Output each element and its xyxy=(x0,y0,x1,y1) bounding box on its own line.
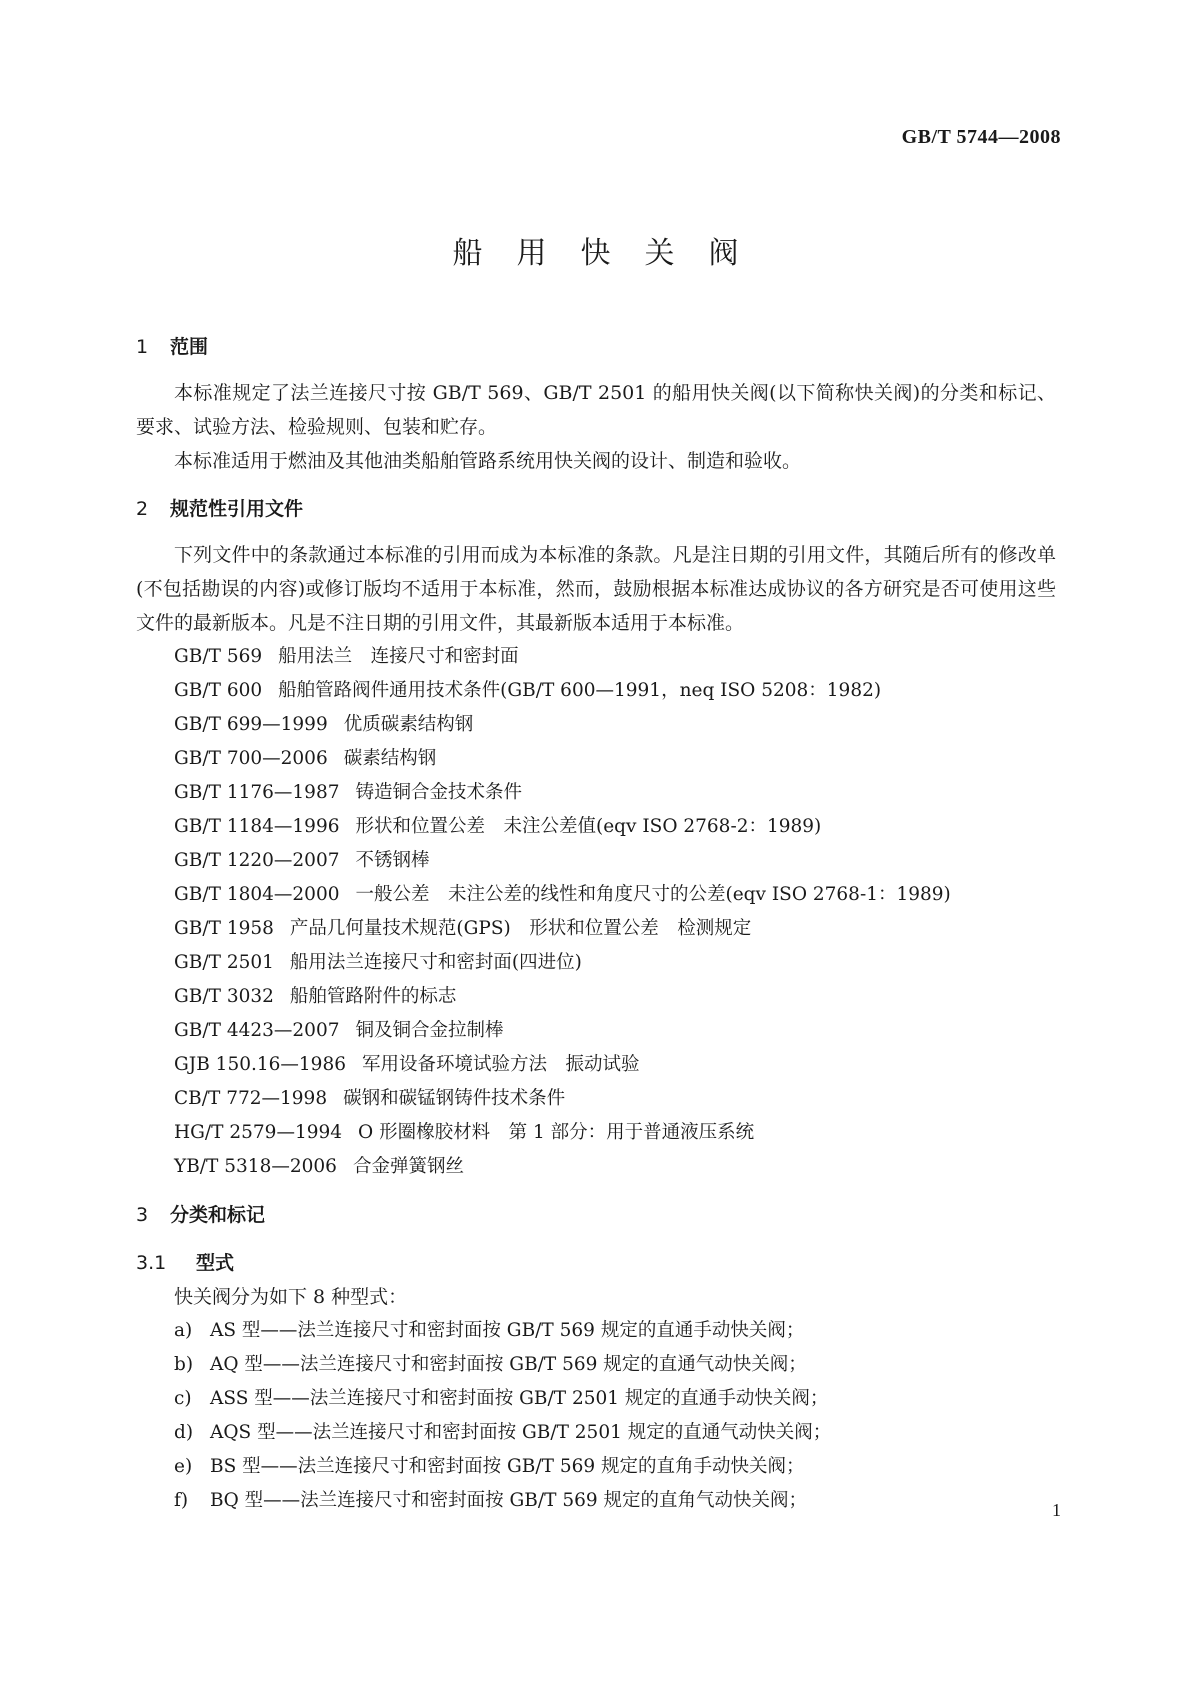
reference-code: GB/T 2501 xyxy=(174,952,274,973)
reference-item xyxy=(136,1150,1056,1184)
reference-code: YB/T 5318—2006 xyxy=(174,1156,337,1177)
reference-title: 船用法兰 连接尺寸和密封面 xyxy=(278,646,519,667)
subsection-number: 3.1 xyxy=(136,1252,167,1274)
section-number: 2 xyxy=(136,498,149,520)
reference-title: 船舶管路阀件通用技术条件(GB/T 600—1991，neq ISO 5208：1982) xyxy=(278,680,882,701)
reference-code: GB/T 4423—2007 xyxy=(174,1020,340,1041)
type-item xyxy=(136,1484,1056,1518)
item-marker: f) xyxy=(174,1490,189,1511)
reference-code: GB/T 699—1999 xyxy=(174,714,328,735)
reference-item xyxy=(136,1048,1056,1082)
item-text: ASS 型——法兰连接尺寸和密封面按 GB/T 2501 规定的直通手动快关阀； xyxy=(210,1388,829,1409)
reference-title: 形状和位置公差 未注公差值(eqv ISO 2768-2：1989) xyxy=(355,816,822,837)
reference-code: CB/T 772—1998 xyxy=(174,1088,328,1109)
reference-item xyxy=(136,912,1056,946)
section-title: 规范性引用文件 xyxy=(170,498,304,520)
reference-title: 一般公差 未注公差的线性和角度尺寸的公差(eqv ISO 2768-1：1989) xyxy=(355,884,951,905)
item-text: AQ 型——法兰连接尺寸和密封面按 GB/T 569 规定的直通气动快关阀； xyxy=(210,1354,807,1375)
reference-title: 碳素结构钢 xyxy=(343,748,437,769)
reference-title: 优质碳素结构钢 xyxy=(343,714,474,735)
type-item xyxy=(136,1348,1056,1382)
section-heading-scope xyxy=(136,330,1056,364)
reference-list xyxy=(136,640,1056,1184)
reference-title: 合金弹簧钢丝 xyxy=(352,1156,464,1177)
reference-item xyxy=(136,776,1056,810)
reference-code: GB/T 569 xyxy=(174,646,263,667)
reference-title: 船用法兰连接尺寸和密封面(四进位) xyxy=(289,952,582,973)
item-marker: e) xyxy=(174,1456,193,1477)
standard-number: GB/T 5744—2008 xyxy=(901,126,1061,148)
reference-code: GJB 150.16—1986 xyxy=(174,1054,346,1075)
reference-title: 产品几何量技术规范(GPS) 形状和位置公差 检测规定 xyxy=(289,918,752,939)
reference-code: GB/T 3032 xyxy=(174,986,274,1007)
reference-item xyxy=(136,844,1056,878)
document-title: 船用快关阀 xyxy=(452,236,773,271)
type-item xyxy=(136,1382,1056,1416)
section-heading-normative-references xyxy=(136,492,1056,526)
reference-item xyxy=(136,742,1056,776)
type-item xyxy=(136,1314,1056,1348)
reference-item xyxy=(136,980,1056,1014)
section-number: 1 xyxy=(136,336,149,358)
type-list xyxy=(136,1314,1056,1518)
section-title: 范围 xyxy=(170,336,209,358)
item-text: AQS 型——法兰连接尺寸和密封面按 GB/T 2501 规定的直通气动快关阀； xyxy=(210,1422,832,1443)
reference-item xyxy=(136,674,1056,708)
paragraph: 本标准适用于燃油及其他油类船舶管路系统用快关阀的设计、制造和验收。 xyxy=(174,450,802,472)
item-text: BQ 型——法兰连接尺寸和密封面按 GB/T 569 规定的直角气动快关阀； xyxy=(210,1490,808,1511)
reference-item xyxy=(136,1014,1056,1048)
subsection-heading-types xyxy=(136,1246,1056,1280)
section-title: 分类和标记 xyxy=(170,1204,266,1226)
item-marker: c) xyxy=(174,1388,192,1409)
reference-title: 不锈钢棒 xyxy=(355,850,430,871)
page-number: 1 xyxy=(1052,1500,1061,1520)
reference-title: 碳钢和碳锰钢铸件技术条件 xyxy=(343,1088,566,1109)
subsection-title: 型式 xyxy=(196,1252,235,1274)
item-marker: b) xyxy=(174,1354,194,1375)
reference-item xyxy=(136,946,1056,980)
reference-code: GB/T 1184—1996 xyxy=(174,816,340,837)
item-marker: d) xyxy=(174,1422,194,1443)
section-heading-classification xyxy=(136,1198,1056,1232)
reference-item xyxy=(136,640,1056,674)
paragraph: 下列文件中的条款通过本标准的引用而成为本标准的条款。凡是注日期的引用文件，其随后所有的修改单(不包括勘误的内容)或修订版均不适用于本标准，然而，鼓励根据本标准达成协议的各方研究是否可使用这些文件的最新版本。凡是不注日期的引用文件，其最新版本适用于本标准。 xyxy=(136,544,1056,634)
reference-code: GB/T 600 xyxy=(174,680,263,701)
reference-code: HG/T 2579—1994 xyxy=(174,1122,343,1143)
reference-code: GB/T 1804—2000 xyxy=(174,884,340,905)
type-item xyxy=(136,1450,1056,1484)
reference-item xyxy=(136,1082,1056,1116)
reference-title: O 形圈橡胶材料 第 1 部分：用于普通液压系统 xyxy=(358,1122,755,1143)
item-text: BS 型——法兰连接尺寸和密封面按 GB/T 569 规定的直角手动快关阀； xyxy=(210,1456,805,1477)
reference-title: 铜及铜合金拉制棒 xyxy=(355,1020,504,1041)
reference-code: GB/T 1176—1987 xyxy=(174,782,340,803)
reference-item xyxy=(136,878,1056,912)
reference-title: 铸造铜合金技术条件 xyxy=(355,782,523,803)
reference-title: 军用设备环境试验方法 振动试验 xyxy=(361,1054,640,1075)
item-text: AS 型——法兰连接尺寸和密封面按 GB/T 569 规定的直通手动快关阀； xyxy=(210,1320,805,1341)
reference-code: GB/T 700—2006 xyxy=(174,748,328,769)
reference-title: 船舶管路附件的标志 xyxy=(289,986,457,1007)
reference-code: GB/T 1958 xyxy=(174,918,274,939)
reference-item xyxy=(136,810,1056,844)
document-body xyxy=(136,330,1056,1518)
paragraph: 快关阀分为如下 8 种型式： xyxy=(174,1286,408,1308)
paragraph: 本标准规定了法兰连接尺寸按 GB/T 569、GB/T 2501 的船用快关阀(以下简称快关阀)的分类和标记、要求、试验方法、检验规则、包装和贮存。 xyxy=(136,382,1056,438)
reference-item xyxy=(136,708,1056,742)
type-item xyxy=(136,1416,1056,1450)
section-number: 3 xyxy=(136,1204,149,1226)
reference-code: GB/T 1220—2007 xyxy=(174,850,340,871)
reference-item xyxy=(136,1116,1056,1150)
item-marker: a) xyxy=(174,1320,193,1341)
